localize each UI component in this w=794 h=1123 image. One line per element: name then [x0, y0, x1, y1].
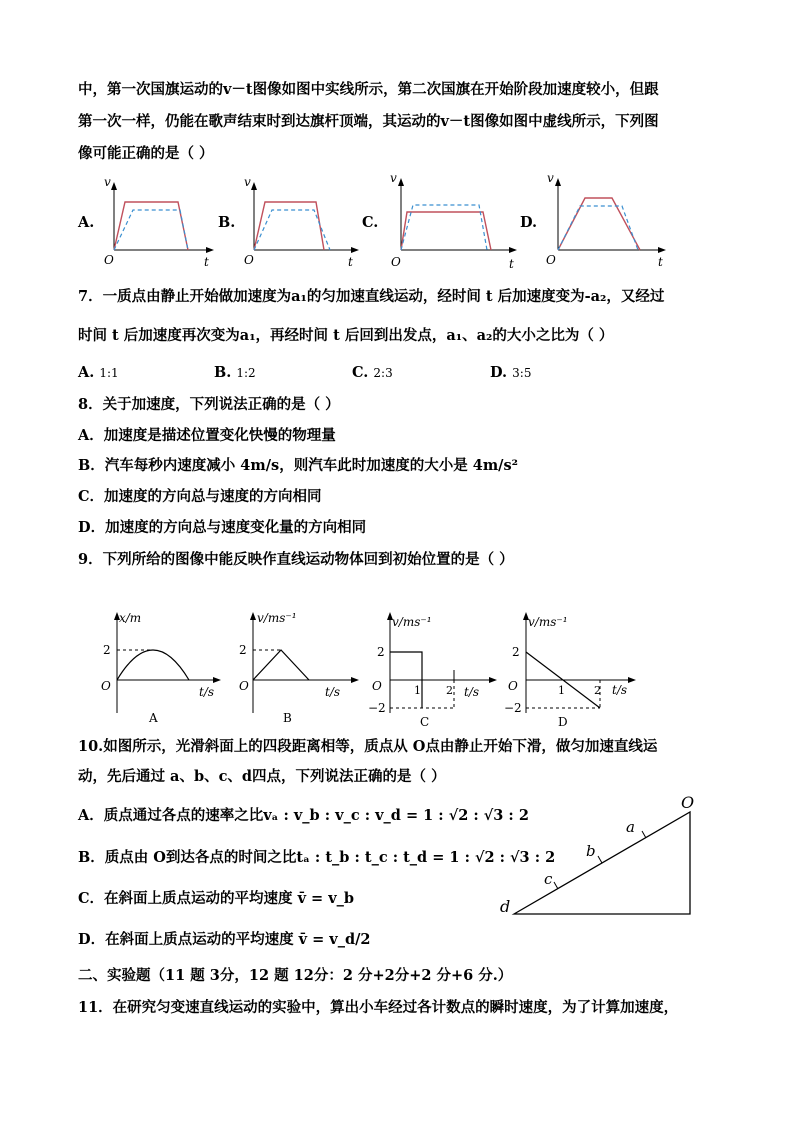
axis-t-label: t: [204, 255, 209, 269]
origin-label: O: [546, 253, 556, 267]
graph-label: B: [283, 711, 292, 725]
tick-2-label: 2: [512, 645, 520, 659]
curve: [117, 650, 189, 680]
origin-label: O: [372, 679, 382, 693]
q9-graph-b: [233, 608, 363, 733]
q11-line1: 11．在研究匀变速直线运动的实验中，算出小车经过各计数点的瞬时速度，为了计算加速度，: [78, 999, 679, 1016]
q7-option-b: [214, 364, 256, 381]
q7-option-a-label: A.: [78, 364, 95, 381]
q7-option-b-label: B.: [214, 364, 232, 381]
q6-option-c: C.: [362, 214, 379, 231]
q10-option-b: B．质点由 O到达各点的时间之比tₐ : t_b : t_c : t_d = 1 : √2 : √3 : 2: [78, 849, 556, 866]
axis-v-label: v: [547, 171, 554, 185]
q7-option-b-text: 1:2: [236, 366, 256, 380]
q7-option-c-label: C.: [352, 364, 369, 381]
origin-label: O: [104, 253, 114, 267]
q7-option-c-text: 2:3: [373, 366, 393, 380]
q7-option-d: [490, 364, 531, 381]
q6-graph-b: [240, 172, 360, 272]
graph-label: D: [558, 715, 568, 729]
axis-v-label: v: [244, 175, 251, 189]
tick-minus2-label: −2: [504, 701, 522, 715]
q9-graph-a: [95, 608, 225, 733]
q7-option-c: [352, 364, 393, 381]
point-o-label: O: [681, 794, 695, 812]
origin-label: O: [391, 255, 401, 269]
section-2-heading: 二、实验题（11 题 3分，12 题 12分：2 分+2分+2 分+6 分.）: [78, 967, 513, 984]
axis-v-label: v: [104, 175, 111, 189]
y-axis-label: v/ms⁻¹: [257, 611, 297, 625]
x-axis-label: t/s: [612, 683, 628, 697]
axis-t-label: t: [348, 255, 353, 269]
q7-option-a-text: 1:1: [99, 366, 119, 380]
origin-label: O: [508, 679, 518, 693]
origin-label: O: [239, 679, 249, 693]
q10-line2: 动，先后通过 a、b、c、d四点，下列说法正确的是（ ）: [78, 768, 446, 785]
q8-option-b: B．汽车每秒内速度减小 4m/s，则汽车此时加速度的大小是 4m/s²: [78, 457, 518, 474]
incline-diagram: [496, 794, 706, 922]
axis-v-label: v: [390, 171, 397, 185]
q9-stem: 9．下列所给的图像中能反映作直线运动物体回到初始位置的是（ ）: [78, 551, 514, 568]
tick-2-label: 2: [239, 643, 247, 657]
tick-2-label: 2: [377, 645, 385, 659]
q10-option-a: A．质点通过各点的速率之比vₐ : v_b : v_c : v_d = 1 : √2 : √3 : 2: [78, 807, 529, 824]
t2-label: 2: [446, 684, 453, 697]
x-axis-label: t/s: [464, 685, 480, 699]
tick-2-label: 2: [103, 643, 111, 657]
t2-label: 2: [594, 684, 601, 697]
q10-line1: 10.如图所示，光滑斜面上的四段距离相等，质点从 O点由静止开始下滑，做匀加速直线运: [78, 738, 658, 755]
point-b-label: b: [586, 842, 596, 860]
t1-label: 1: [558, 684, 565, 697]
q6-line3: 像可能正确的是（ ）: [78, 145, 214, 162]
q6-option-a: A.: [78, 214, 95, 231]
graph-label: A: [149, 711, 158, 725]
graph-label: C: [420, 715, 430, 729]
y-axis-label: x/m: [119, 611, 142, 625]
q6-graph-c: [385, 170, 520, 272]
q10-option-c: C．在斜面上质点运动的平均速度 v̄ = v_b: [78, 890, 355, 907]
q7-option-d-label: D.: [490, 364, 508, 381]
point-a-label: a: [626, 818, 635, 836]
solid-line: [114, 202, 188, 250]
q7-option-d-text: 3:5: [512, 366, 532, 380]
axis-t-label: t: [509, 257, 514, 271]
y-axis-label: v/ms⁻¹: [528, 615, 568, 629]
solid-line: [401, 212, 491, 250]
axis-t-label: t: [658, 255, 663, 269]
q7-line2: 时间 t 后加速度再次变为a₁，再经时间 t 后回到出发点，a₁、a₂的大小之比为（ ）: [78, 327, 614, 344]
q8-option-d: D．加速度的方向总与速度变化量的方向相同: [78, 519, 367, 536]
q6-line2: 第一次一样，仍能在歌声结束时到达旗杆顶端，其运动的v－t图像如图中虚线所示，下列图: [78, 113, 659, 130]
q7-line1: 7．一质点由静止开始做加速度为a₁的匀加速直线运动，经时间 t 后加速度变为-a₂，又经过: [78, 288, 665, 305]
q8-option-c: C．加速度的方向总与速度的方向相同: [78, 488, 322, 505]
solid-line: [558, 198, 640, 250]
q8-option-a: A．加速度是描述位置变化快慢的物理量: [78, 427, 336, 444]
x-axis-label: t/s: [199, 685, 215, 699]
tick-minus2-label: −2: [368, 701, 386, 715]
q9-graph-d: [502, 608, 642, 733]
point-c-label: c: [544, 870, 553, 888]
t1-label: 1: [414, 684, 421, 697]
origin-label: O: [244, 253, 254, 267]
triangle-line: [253, 650, 309, 680]
q6-graph-d: [540, 170, 670, 272]
q10-option-d: D．在斜面上质点运动的平均速度 v̄ = v_d/2: [78, 931, 371, 948]
q6-graph-a: [100, 172, 215, 272]
q6-option-b: B.: [218, 214, 236, 231]
x-axis-label: t/s: [325, 685, 341, 699]
solid-line: [254, 202, 324, 250]
q9-graph-c: [368, 608, 503, 733]
y-axis-label: v/ms⁻¹: [392, 615, 432, 629]
dashed-line: [114, 210, 188, 250]
q8-stem: 8．关于加速度，下列说法正确的是（ ）: [78, 396, 340, 413]
q6-line1: 中，第一次国旗运动的v－t图像如图中实线所示，第二次国旗在开始阶段加速度较小，但跟: [78, 81, 659, 98]
q7-option-a: [78, 364, 119, 381]
point-d-label: d: [500, 897, 511, 916]
origin-label: O: [101, 679, 111, 693]
q6-option-d: D.: [520, 214, 538, 231]
